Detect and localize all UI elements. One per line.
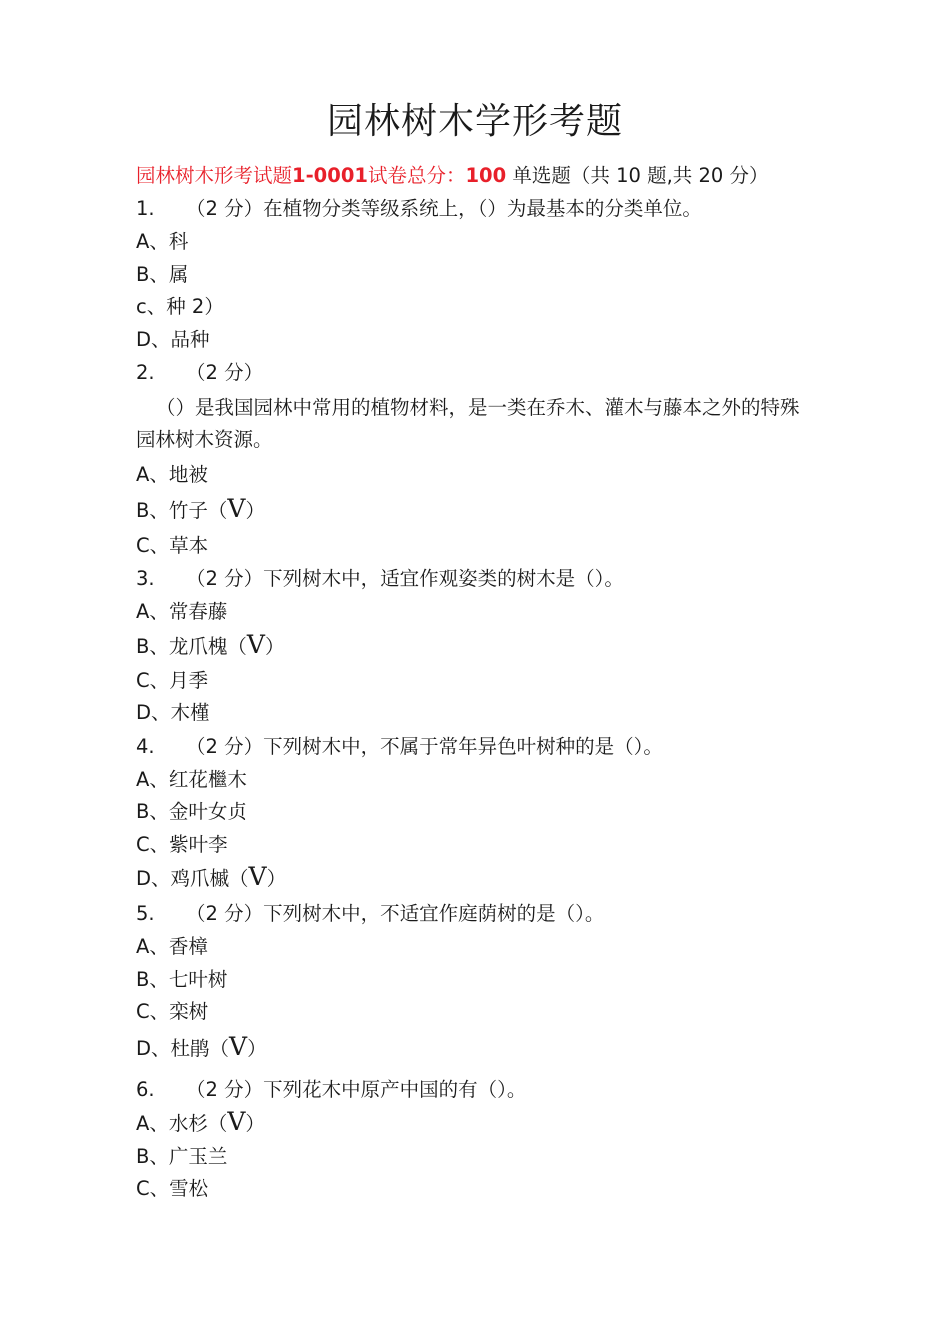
option-item: A、地被 [136, 463, 208, 486]
option-item: A、香樟 [136, 935, 208, 958]
option-item [136, 1107, 816, 1141]
option-item [136, 492, 816, 530]
option-label: A、水杉（ [136, 1111, 228, 1135]
question-text: 下列花木中原产中国的有（）。 [263, 1077, 527, 1101]
question-text: 在植物分类等级系统上，（）为最基本的分类单位。 [263, 197, 702, 220]
option-item [136, 1029, 816, 1069]
exam-code: 1-0001 [292, 164, 368, 187]
question-points: （2 分） [186, 1077, 264, 1101]
answer-check-mark: V [227, 1106, 246, 1136]
question-points: （2 分） [186, 197, 264, 220]
option-item: B、属 [136, 262, 189, 286]
document-title: 园林树木学形考题 [326, 101, 623, 142]
total-score: 100 [465, 164, 507, 187]
option-close: ） [245, 498, 265, 522]
option-item: C、紫叶李 [136, 832, 228, 856]
option-item: C、雪松 [136, 1177, 209, 1200]
question-number: 4. [136, 734, 155, 758]
document-body [136, 160, 816, 1206]
option-item: D、品种 [136, 327, 210, 351]
question-1 [136, 192, 816, 226]
option-item: B、金叶女贞 [136, 800, 247, 823]
option-label: D、鸡爪槭（ [136, 867, 249, 890]
option-item: A、常春藤 [136, 600, 228, 623]
option-item: A、红花檵木 [136, 767, 247, 791]
option-close: ） [247, 1036, 267, 1060]
option-label: B、龙爪槐（ [136, 634, 247, 658]
question-6 [136, 1073, 816, 1107]
answer-check-mark: V [229, 1031, 248, 1061]
option-close: ） [266, 867, 287, 890]
question-points: （2 分） [186, 567, 264, 590]
option-item [136, 861, 816, 897]
answer-check-mark: V [246, 629, 265, 659]
exam-header [136, 160, 816, 192]
question-text: 下列树木中，适宜作观姿类的树木是（）。 [263, 567, 624, 590]
option-label: B、竹子（ [136, 498, 228, 522]
question-number: 1. [136, 197, 155, 220]
question-number: 5. [136, 902, 155, 925]
option-item: C、栾树 [136, 1000, 209, 1023]
question-number: 6. [136, 1077, 155, 1101]
answer-check-mark: V [248, 862, 267, 891]
option-item: D、木槿 [136, 701, 210, 724]
question-points: （2 分） [186, 902, 264, 925]
total-label: 试卷总分： [367, 164, 466, 187]
question-points: （2 分） [186, 361, 264, 384]
question-text: （）是我国园林中常用的植物材料，是一类在乔木、灌木与藤本之外的特殊园林树木资源。 [136, 396, 800, 451]
option-item: A、科 [136, 230, 189, 253]
option-item: B、七叶树 [136, 967, 228, 991]
answer-check-mark: V [227, 493, 246, 523]
question-number: 2. [136, 361, 155, 384]
question-4 [136, 730, 816, 764]
exam-label: 园林树木形考试题 [136, 164, 293, 187]
option-close: ） [264, 634, 285, 658]
option-item: C、草本 [136, 533, 209, 557]
option-item [136, 629, 816, 665]
question-text: 下列树木中，不属于常年异色叶树种的是（）。 [263, 734, 663, 758]
question-number: 3. [136, 567, 155, 590]
question-text: 下列树木中，不适宜作庭荫树的是（）。 [263, 902, 605, 925]
option-item: C、月季 [136, 668, 209, 692]
option-label: D、杜鹃（ [136, 1036, 230, 1060]
question-2 [136, 356, 816, 390]
question-5 [136, 897, 816, 931]
question-points: （2 分） [186, 734, 264, 758]
option-item: B、广玉兰 [136, 1144, 228, 1168]
option-item: c、种 2） [136, 295, 224, 318]
question-3 [136, 562, 816, 596]
section-heading: 单选题（共 10 题,共 20 分） [506, 164, 769, 187]
option-close: ） [245, 1111, 265, 1135]
